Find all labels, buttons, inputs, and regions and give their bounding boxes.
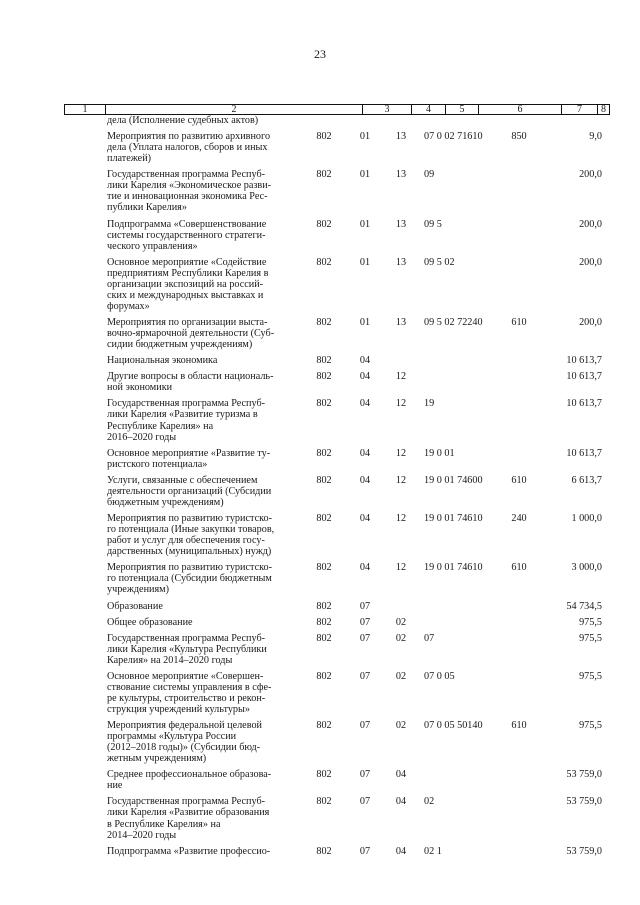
col-4-section: 07 — [359, 670, 371, 682]
row-name — [107, 257, 297, 312]
row-name-line: сидии бюджетным учреждениям) — [107, 339, 253, 351]
row-name-line: учреждениям) — [107, 584, 170, 596]
col-4-section: 04 — [359, 447, 371, 459]
row-name-line: тие и инновационная экономика Рес- — [107, 191, 268, 203]
row-name-line: организации экспозиций на россий- — [107, 278, 264, 290]
row-name — [107, 219, 297, 252]
col-4-section: 07 — [359, 796, 371, 808]
col-4-section: 04 — [359, 562, 371, 574]
row-name-line: 2016–2020 годы — [107, 431, 177, 443]
col-4-section: 07 — [359, 616, 371, 628]
col-8-amount: 975,5 — [579, 632, 602, 644]
row-name — [107, 131, 297, 164]
row-name-line: Мероприятия по развитию архивного — [107, 131, 271, 142]
row-name — [107, 371, 297, 393]
col-8-amount: 200,0 — [579, 218, 602, 230]
row-name-line: платежей) — [107, 153, 152, 165]
col-6-target: 02 — [424, 796, 435, 808]
row-name — [107, 475, 297, 508]
row-name — [107, 317, 297, 350]
col-3-code: 802 — [316, 218, 332, 230]
col-8-amount: 10 613,7 — [566, 371, 602, 383]
col-3-code: 802 — [316, 447, 332, 459]
col-4-section: 07 — [359, 632, 371, 644]
col-4-section: 04 — [359, 474, 371, 486]
col-6-target: 09 5 — [424, 218, 442, 230]
col-6-target: 19 — [424, 398, 435, 410]
col-3-code: 802 — [316, 845, 332, 857]
row-name-line: лики Карелия «Развитие образования — [107, 807, 270, 819]
row-name-line: Государственная программа Респуб- — [107, 169, 266, 181]
col-8-amount: 53 759,0 — [566, 845, 602, 857]
row-name-line: (2012–2018 годы)» (Субсидии бюд- — [107, 742, 261, 754]
row-name — [107, 355, 297, 366]
row-name-line: Основное мероприятие «Совершен- — [107, 670, 264, 682]
col-3-code: 802 — [316, 769, 332, 781]
col-5-subsection: 13 — [395, 169, 407, 181]
row-name-line: Услуги, связанные с обеспечением — [107, 474, 258, 486]
col-3-code: 802 — [316, 131, 332, 142]
col-8-amount: 200,0 — [579, 256, 602, 268]
row-name-line: Мероприятия по развитию туристско- — [107, 513, 273, 524]
col-3-code: 802 — [316, 355, 332, 367]
col-8-amount: 975,5 — [579, 670, 602, 682]
col-5-subsection: 02 — [395, 616, 407, 628]
row-name-line: жетным учреждениям) — [107, 753, 207, 765]
col-5-subsection: 12 — [395, 474, 407, 486]
col-5-subsection: 04 — [395, 796, 407, 808]
col-4-section: 01 — [359, 131, 371, 142]
col-6-target: 07 0 05 50140 — [424, 720, 483, 731]
col-3-code: 802 — [316, 398, 332, 410]
row-name — [107, 115, 297, 126]
col-8-amount: 1 000,0 — [571, 513, 602, 524]
row-name-line: го потенциала (Субсидии бюджетным — [107, 573, 272, 585]
col-6-target: 19 0 01 74600 — [424, 474, 483, 486]
row-name-line: Мероприятия федеральной целевой — [107, 720, 262, 731]
row-name-line: Другие вопросы в области националь- — [107, 371, 274, 383]
col-4-section: 04 — [359, 513, 371, 524]
col-8-amount: 9,0 — [589, 131, 602, 142]
header-col-3: 3 — [363, 105, 412, 114]
col-6-target: 09 5 02 — [424, 256, 455, 268]
col-8-amount: 3 000,0 — [571, 562, 602, 574]
col-6-target: 07 0 05 — [424, 670, 455, 682]
row-name-line: работ и услуг для обеспечения госу- — [107, 535, 265, 547]
col-4-section: 07 — [359, 769, 371, 781]
row-name-line: программы «Культура России — [107, 731, 237, 743]
row-name-line: лики Карелия «Развитие туризма в — [107, 409, 258, 421]
row-name-line: дела (Исполнение судебных актов) — [107, 115, 259, 126]
col-3-code: 802 — [316, 317, 332, 329]
col-7-type: 610 — [511, 562, 527, 574]
col-5-subsection: 12 — [395, 371, 407, 383]
col-3-code: 802 — [316, 562, 332, 574]
row-name-line: го потенциала (Иные закупки товаров, — [107, 524, 275, 536]
col-3-code: 802 — [316, 670, 332, 682]
col-5-subsection: 02 — [395, 720, 407, 731]
col-3-code: 802 — [316, 600, 332, 612]
col-4-section: 04 — [359, 355, 371, 367]
row-name-line: Республике Карелия» на — [107, 420, 214, 432]
row-name-line: Основное мероприятие «Содействие — [107, 256, 267, 268]
col-8-amount: 975,5 — [579, 616, 602, 628]
row-name — [107, 720, 297, 764]
col-8-amount: 10 613,7 — [566, 398, 602, 410]
col-3-code: 802 — [316, 371, 332, 383]
col-7-type: 610 — [511, 317, 527, 329]
col-5-subsection: 02 — [395, 670, 407, 682]
col-6-target: 09 5 02 72240 — [424, 317, 483, 329]
row-name — [107, 796, 297, 840]
col-5-subsection: 13 — [395, 218, 407, 230]
row-name-line: бюджетным учреждениям) — [107, 496, 224, 508]
row-name — [107, 769, 297, 791]
col-3-code: 802 — [316, 796, 332, 808]
col-8-amount: 53 759,0 — [566, 796, 602, 808]
col-7-type: 240 — [511, 513, 527, 524]
row-name — [107, 633, 297, 666]
col-7-type: 850 — [511, 131, 527, 142]
row-name — [107, 513, 297, 557]
row-name-line: лики Карелия «Культура Республики — [107, 643, 267, 655]
row-name-line: форумах» — [107, 301, 150, 313]
header-col-6: 6 — [479, 105, 562, 114]
row-name-line: ствование системы управления в сфе- — [107, 681, 272, 693]
col-5-subsection: 13 — [395, 256, 407, 268]
col-4-section: 04 — [359, 371, 371, 383]
row-name-line: Государственная программа Респуб- — [107, 632, 266, 644]
row-name-line: Государственная программа Респуб- — [107, 796, 266, 808]
col-8-amount: 53 759,0 — [566, 769, 602, 781]
col-8-amount: 200,0 — [579, 317, 602, 329]
row-name-line: ских и международных выставках и — [107, 289, 264, 301]
header-col-4: 4 — [412, 105, 446, 114]
col-7-type: 610 — [511, 720, 527, 731]
header-col-1: 1 — [65, 105, 106, 114]
row-name-line: дела (Уплата налогов, сборов и иных — [107, 142, 268, 154]
row-name-line: Основное мероприятие «Развитие ту- — [107, 447, 271, 459]
col-6-target: 09 — [424, 169, 435, 181]
row-name-line: ре культуры, строительство и рекон- — [107, 692, 266, 704]
row-name-line: Общее образование — [107, 616, 193, 628]
row-name-line: ние — [107, 780, 123, 792]
row-name — [107, 562, 297, 595]
header-col-2: 2 — [106, 105, 363, 114]
col-3-code: 802 — [316, 632, 332, 644]
row-name-line: ристского потенциала» — [107, 458, 208, 470]
col-4-section: 07 — [359, 845, 371, 857]
row-name-line: ческого управления» — [107, 240, 198, 252]
col-5-subsection: 12 — [395, 513, 407, 524]
col-5-subsection: 13 — [395, 317, 407, 329]
col-5-subsection: 04 — [395, 845, 407, 857]
row-name — [107, 846, 297, 857]
col-8-amount: 975,5 — [579, 720, 602, 731]
row-name-line: предприятиям Республики Карелия в — [107, 267, 269, 279]
col-4-section: 01 — [359, 317, 371, 329]
col-4-section: 07 — [359, 600, 371, 612]
row-name-line: публики Карелия» — [107, 202, 187, 214]
col-6-target: 19 0 01 74610 — [424, 513, 483, 524]
row-name-line: ной экономики — [107, 382, 173, 394]
row-name-line: Образование — [107, 600, 163, 612]
row-name-line: струкция учреждений культуры» — [107, 703, 250, 715]
page-number: 23 — [314, 47, 326, 61]
row-name-line: Мероприятия по развитию туристско- — [107, 562, 273, 574]
col-6-target: 19 0 01 — [424, 447, 455, 459]
col-8-amount: 10 613,7 — [566, 355, 602, 367]
col-4-section: 07 — [359, 720, 371, 731]
col-8-amount: 200,0 — [579, 169, 602, 181]
row-name-line: вочно-ярмарочной деятельности (Суб- — [107, 328, 275, 340]
col-6-target: 19 0 01 74610 — [424, 562, 483, 574]
row-name — [107, 671, 297, 715]
col-7-type: 610 — [511, 474, 527, 486]
col-4-section: 01 — [359, 218, 371, 230]
col-5-subsection: 12 — [395, 398, 407, 410]
row-name-line: 2014–2020 годы — [107, 829, 177, 841]
row-name-line: Государственная программа Респуб- — [107, 398, 266, 410]
col-5-subsection: 04 — [395, 769, 407, 781]
table-header — [64, 104, 610, 115]
col-3-code: 802 — [316, 616, 332, 628]
col-5-subsection: 13 — [395, 131, 407, 142]
row-name-line: Среднее профессиональное образова- — [107, 769, 272, 781]
col-3-code: 802 — [316, 474, 332, 486]
row-name-line: дарственных (муниципальных) нужд) — [107, 546, 272, 558]
col-4-section: 01 — [359, 169, 371, 181]
col-8-amount: 6 613,7 — [571, 474, 602, 486]
col-5-subsection: 12 — [395, 562, 407, 574]
header-col-5: 5 — [446, 105, 479, 114]
col-4-section: 01 — [359, 256, 371, 268]
col-8-amount: 10 613,7 — [566, 447, 602, 459]
row-name-line: Карелия» на 2014–2020 годы — [107, 654, 233, 666]
row-name-line: в Республике Карелия» на — [107, 818, 221, 830]
col-5-subsection: 12 — [395, 447, 407, 459]
col-4-section: 04 — [359, 398, 371, 410]
col-6-target: 02 1 — [424, 845, 442, 857]
row-name — [107, 169, 297, 213]
row-name-line: Мероприятия по организации выста- — [107, 317, 268, 329]
col-6-target: 07 0 02 71610 — [424, 131, 483, 142]
col-3-code: 802 — [316, 720, 332, 731]
row-name-line: Национальная экономика — [107, 355, 218, 367]
row-name-line: Подпрограмма «Совершенствование — [107, 218, 267, 230]
row-name-line: Подпрограмма «Развитие профессио- — [107, 845, 271, 857]
col-3-code: 802 — [316, 513, 332, 524]
row-name — [107, 617, 297, 628]
row-name — [107, 398, 297, 442]
header-col-7: 7 — [562, 105, 598, 114]
col-8-amount: 54 734,5 — [566, 600, 602, 612]
row-name-line: деятельности организаций (Субсидии — [107, 485, 272, 497]
row-name — [107, 448, 297, 470]
header-col-8: 8 — [601, 104, 606, 115]
col-5-subsection: 02 — [395, 632, 407, 644]
row-name — [107, 601, 297, 612]
col-3-code: 802 — [316, 169, 332, 181]
row-name-line: системы государственного стратеги- — [107, 229, 266, 241]
col-6-target: 07 — [424, 632, 435, 644]
row-name-line: лики Карелия «Экономическое разви- — [107, 180, 272, 192]
col-3-code: 802 — [316, 256, 332, 268]
